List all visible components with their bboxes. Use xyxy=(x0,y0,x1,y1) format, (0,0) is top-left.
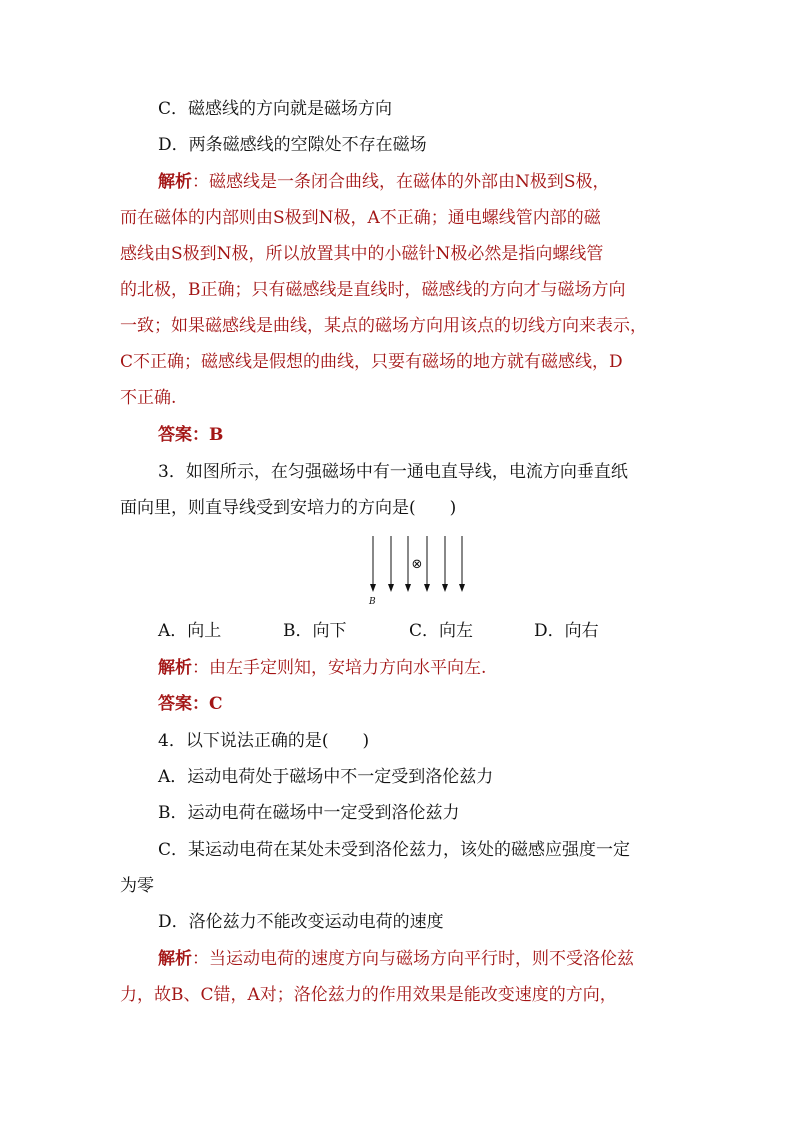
q3-stem-line-1: 3．如图所示，在匀强磁场中有一通电直导线，电流方向垂直纸 xyxy=(158,462,628,482)
q4-stem: 4．以下说法正确的是( ) xyxy=(158,731,370,751)
field-line-arrowhead xyxy=(388,584,394,592)
current-into-page-symbol: ⊗ xyxy=(411,557,423,572)
field-line-arrowhead xyxy=(459,584,465,592)
q3-analysis-text: ：由左手定则知，安培力方向水平向左. xyxy=(192,658,487,678)
q2-analysis-line-2: 而在磁体的内部则由S极到N极，A不正确；通电螺线管内部的磁 xyxy=(120,208,601,228)
q2-analysis-line-3: 感线由S极到N极，所以放置其中的小磁针N极必然是指向螺线管 xyxy=(120,244,604,264)
field-line-arrowhead xyxy=(405,584,411,592)
q4-analysis-label: 解析 xyxy=(158,949,192,969)
q2-analysis-label: 解析 xyxy=(158,172,192,192)
q3-analysis-label: 解析 xyxy=(158,658,192,678)
q2-analysis-line-6: C不正确；磁感线是假想的曲线，只要有磁场的地方就有磁感线，D xyxy=(120,352,623,372)
q3-analysis xyxy=(0,656,794,680)
q2-option-c: C．磁感线的方向就是磁场方向 xyxy=(158,99,393,119)
q4-option-c-line-2: 为零 xyxy=(120,876,154,896)
q4-analysis-line-1 xyxy=(0,947,794,971)
q4-option-c-line-1: C．某运动电荷在某处未受到洛伦兹力，该处的磁感应强度一定 xyxy=(158,840,631,860)
q4-analysis-text: ：当运动电荷的速度方向与磁场方向平行时，则不受洛伦兹 xyxy=(192,949,634,969)
q2-answer xyxy=(0,423,794,447)
field-line-arrowhead xyxy=(442,584,448,592)
q2-option-d: D．两条磁感线的空隙处不存在磁场 xyxy=(158,135,427,155)
field-label-b: B xyxy=(369,597,376,607)
q2-analysis-line-4: 的北极，B正确；只有磁感线是直线时，磁感线的方向才与磁场方向 xyxy=(120,280,626,300)
q3-option-c: C．向左 xyxy=(409,621,474,641)
q2-analysis-text: ：磁感线是一条闭合曲线，在磁体的外部由N极到S极， xyxy=(192,172,610,192)
q4-analysis-line-2: 力，故B、C错，A对；洛伦兹力的作用效果是能改变速度的方向， xyxy=(120,985,617,1005)
q4-option-a: A．运动电荷处于磁场中不一定受到洛伦兹力 xyxy=(158,767,494,787)
q3-answer-label: 答案 xyxy=(158,694,192,714)
q3-answer xyxy=(0,692,794,716)
q4-option-d: D．洛伦兹力不能改变运动电荷的速度 xyxy=(158,912,444,932)
q3-stem-line-2: 面向里，则直导线受到安培力的方向是( ) xyxy=(120,498,457,518)
q3-option-d: D．向右 xyxy=(534,621,599,641)
q3-option-a: A．向上 xyxy=(158,621,222,641)
magnetic-field-figure xyxy=(360,534,480,612)
field-line-arrowhead xyxy=(424,584,430,592)
q2-analysis-line-7: 不正确. xyxy=(120,388,177,408)
q2-analysis-line-1 xyxy=(0,170,794,194)
q3-option-b: B．向下 xyxy=(283,621,347,641)
q2-answer-label: 答案 xyxy=(158,425,192,445)
q3-answer-value: ：C xyxy=(192,694,223,714)
field-line-arrowhead xyxy=(370,584,376,592)
q2-answer-value: ：B xyxy=(192,425,224,445)
q4-option-b: B．运动电荷在磁场中一定受到洛伦兹力 xyxy=(158,803,460,823)
q2-analysis-line-5: 一致；如果磁感线是曲线，某点的磁场方向用该点的切线方向来表示， xyxy=(120,316,647,336)
